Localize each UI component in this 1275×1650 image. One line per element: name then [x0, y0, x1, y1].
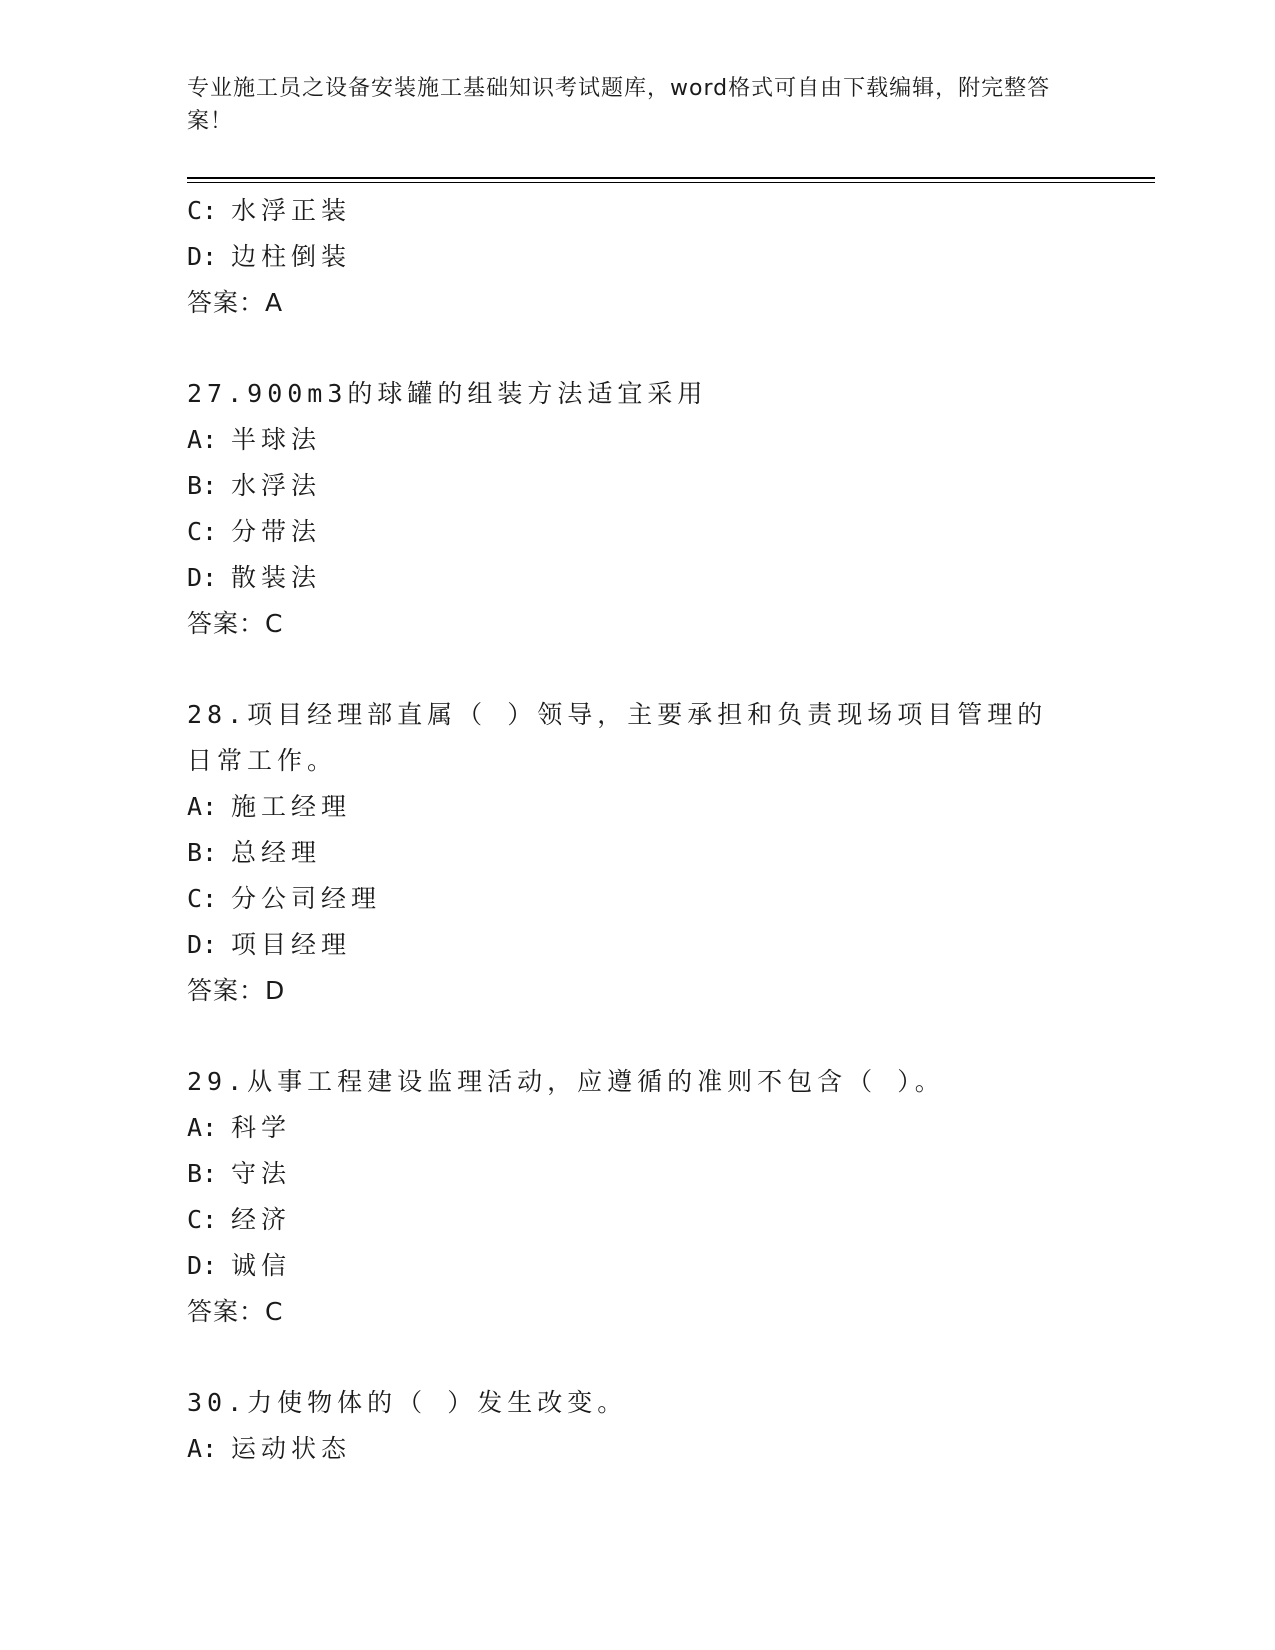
option-text: 经济 [231, 1205, 292, 1234]
option-label: D: [187, 242, 218, 271]
option-label: C: [187, 1205, 218, 1234]
option-label: A: [187, 1113, 218, 1142]
option-a [187, 1105, 1067, 1151]
option-label: D: [187, 930, 218, 959]
option-label: B: [187, 471, 218, 500]
option-c [187, 509, 1067, 555]
question-block-30 [187, 1380, 1067, 1472]
option-text: 水浮正装 [231, 196, 352, 225]
answer: 答案：A [187, 288, 284, 317]
option-text: 科学 [231, 1113, 292, 1142]
question-text: 28.项目经理部直属（ ）领导，主要承担和负责现场项目管理的日常工作。 [187, 700, 1048, 775]
option-text: 诚信 [231, 1251, 292, 1280]
option-label: C: [187, 884, 218, 913]
answer: 答案：C [187, 609, 284, 638]
option-label: D: [187, 563, 218, 592]
option-text: 总经理 [231, 838, 322, 867]
option-label: D: [187, 1251, 218, 1280]
option-d [187, 922, 1067, 968]
option-text: 散装法 [231, 563, 322, 592]
option-label: C: [187, 196, 218, 225]
question-block-29 [187, 1059, 1067, 1335]
option-label: A: [187, 1434, 218, 1463]
question-list [187, 188, 1067, 1472]
option-d [187, 1243, 1067, 1289]
question-block-27 [187, 371, 1067, 647]
question-text: 27.900m3的球罐的组装方法适宜采用 [187, 379, 708, 408]
option-label: C: [187, 517, 218, 546]
option-c [187, 1197, 1067, 1243]
option-label: A: [187, 792, 218, 821]
option-text: 施工经理 [231, 792, 352, 821]
option-label: A: [187, 425, 218, 454]
option-d [187, 234, 1067, 280]
option-text: 运动状态 [231, 1434, 352, 1463]
option-b [187, 463, 1067, 509]
option-c [187, 188, 1067, 234]
question-text: 29.从事工程建设监理活动，应遵循的准则不包含（ ）。 [187, 1067, 945, 1096]
header-divider-thick [187, 177, 1155, 179]
option-text: 分公司经理 [231, 884, 382, 913]
question-block-28 [187, 692, 1067, 1014]
question-block-26 [187, 188, 1067, 326]
header-divider-thin [187, 182, 1155, 183]
option-b [187, 830, 1067, 876]
option-text: 项目经理 [231, 930, 352, 959]
document-header [187, 72, 1067, 138]
question-text: 30.力使物体的（ ）发生改变。 [187, 1388, 628, 1417]
option-b [187, 1151, 1067, 1197]
option-text: 守法 [231, 1159, 292, 1188]
option-text: 分带法 [231, 517, 322, 546]
option-text: 边柱倒装 [231, 242, 352, 271]
answer: 答案：D [187, 976, 286, 1005]
answer: 答案：C [187, 1297, 284, 1326]
option-text: 半球法 [231, 425, 322, 454]
option-c [187, 876, 1067, 922]
option-label: B: [187, 1159, 218, 1188]
option-a [187, 1426, 1067, 1472]
option-label: B: [187, 838, 218, 867]
option-a [187, 784, 1067, 830]
option-text: 水浮法 [231, 471, 322, 500]
header-text: 专业施工员之设备安装施工基础知识考试题库，word格式可自由下载编辑，附完整答案！ [187, 76, 1051, 134]
option-a [187, 417, 1067, 463]
option-d [187, 555, 1067, 601]
